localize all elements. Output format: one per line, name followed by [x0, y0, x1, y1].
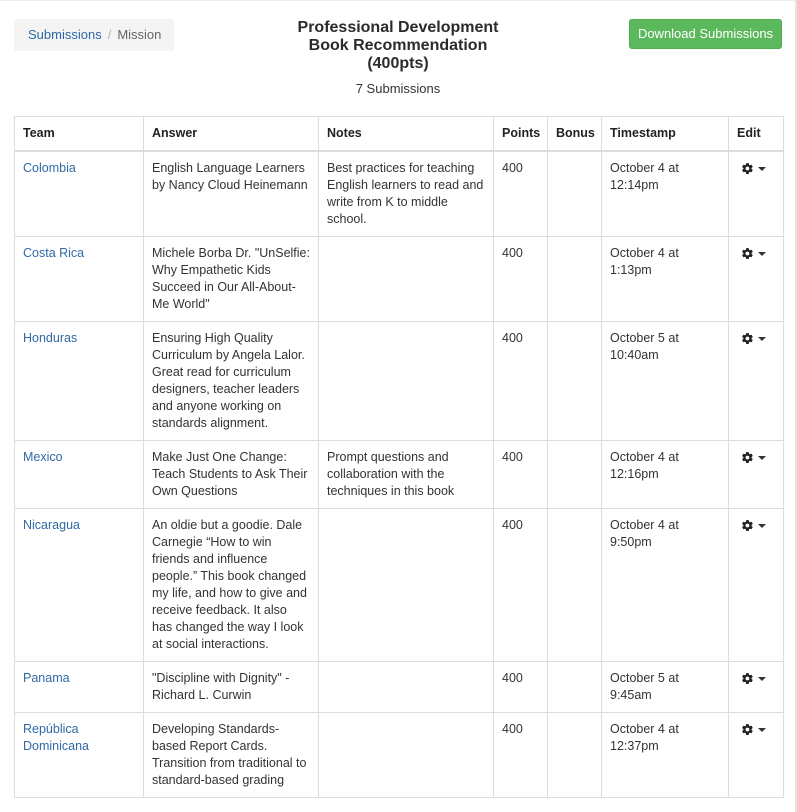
answer-cell: An oldie but a goodie. Dale Carnegie “How to win friends and influence people.” This book changed my life, and how to give and receive feedback. It also has changed the way I look at social interactions. — [144, 509, 319, 662]
timestamp-cell: October 4 at 12:16pm — [602, 441, 729, 509]
notes-cell — [319, 509, 494, 662]
column-header-team: Team — [15, 117, 144, 152]
notes-cell — [319, 322, 494, 441]
edit-cell — [729, 151, 784, 237]
bonus-cell — [548, 237, 602, 322]
gear-icon — [741, 247, 754, 260]
answer-cell: English Language Learners by Nancy Cloud Heinemann — [144, 151, 319, 237]
chevron-down-icon — [758, 677, 766, 681]
team-cell — [15, 509, 144, 662]
column-header-edit: Edit — [729, 117, 784, 152]
edit-dropdown-toggle[interactable] — [741, 247, 766, 260]
timestamp-cell: October 4 at 9:50pm — [602, 509, 729, 662]
gear-icon — [741, 451, 754, 464]
team-cell — [15, 151, 144, 237]
bonus-cell — [548, 662, 602, 713]
breadcrumb-submissions-link[interactable]: Submissions — [28, 27, 102, 42]
points-cell: 400 — [494, 441, 548, 509]
notes-cell — [319, 662, 494, 713]
timestamp-cell: October 5 at 10:40am — [602, 322, 729, 441]
edit-dropdown-toggle[interactable] — [741, 162, 766, 175]
edit-cell — [729, 662, 784, 713]
notes-cell: Best practices for teaching English learners to read and write from K to middle school. — [319, 151, 494, 237]
table-row — [15, 237, 784, 322]
points-cell: 400 — [494, 151, 548, 237]
team-link[interactable]: República Dominicana — [23, 722, 90, 753]
edit-dropdown-toggle[interactable] — [741, 332, 766, 345]
bonus-cell — [548, 509, 602, 662]
table-row — [15, 509, 784, 662]
timestamp-cell: October 4 at 1:13pm — [602, 237, 729, 322]
column-header-timestamp: Timestamp — [602, 117, 729, 152]
team-link[interactable]: Mexico — [23, 450, 63, 464]
bonus-cell — [548, 151, 602, 237]
bonus-cell — [548, 322, 602, 441]
team-cell — [15, 713, 144, 798]
column-header-points: Points — [494, 117, 548, 152]
points-cell: 400 — [494, 713, 548, 798]
download-submissions-button[interactable]: Download Submissions — [629, 19, 782, 49]
table-row — [15, 662, 784, 713]
chevron-down-icon — [758, 337, 766, 341]
answer-cell: Developing Standards-based Report Cards. Transition from traditional to standard-based grading — [144, 713, 319, 798]
timestamp-cell: October 5 at 9:45am — [602, 662, 729, 713]
gear-icon — [741, 162, 754, 175]
timestamp-cell: October 4 at 12:37pm — [602, 713, 729, 798]
bonus-cell — [548, 713, 602, 798]
answer-cell: Make Just One Change: Teach Students to Ask Their Own Questions — [144, 441, 319, 509]
column-header-notes: Notes — [319, 117, 494, 152]
answer-cell: "Discipline with Dignity" - Richard L. Curwin — [144, 662, 319, 713]
gear-icon — [741, 723, 754, 736]
team-link[interactable]: Costa Rica — [23, 246, 85, 260]
table-row — [15, 713, 784, 798]
edit-dropdown-toggle[interactable] — [741, 723, 766, 736]
column-header-answer: Answer — [144, 117, 319, 152]
edit-dropdown-toggle[interactable] — [741, 451, 766, 464]
submissions-table — [14, 116, 784, 798]
team-link[interactable]: Colombia — [23, 161, 76, 175]
breadcrumb-separator: / — [107, 27, 112, 42]
answer-cell: Ensuring High Quality Curriculum by Angela Lalor. Great read for curriculum designers, teacher leaders and anyone working on standards alignment. — [144, 322, 319, 441]
chevron-down-icon — [758, 728, 766, 732]
chevron-down-icon — [758, 252, 766, 256]
edit-dropdown-toggle[interactable] — [741, 672, 766, 685]
column-header-bonus: Bonus — [548, 117, 602, 152]
edit-cell — [729, 509, 784, 662]
notes-cell — [319, 713, 494, 798]
edit-cell — [729, 441, 784, 509]
page-title — [248, 19, 548, 73]
chevron-down-icon — [758, 167, 766, 171]
points-cell: 400 — [494, 662, 548, 713]
table-row — [15, 322, 784, 441]
submission-count: 7 Submissions — [355, 81, 441, 96]
points-cell: 400 — [494, 322, 548, 441]
table-row — [15, 441, 784, 509]
chevron-down-icon — [758, 524, 766, 528]
team-link[interactable]: Nicaragua — [23, 518, 80, 532]
chevron-down-icon — [758, 456, 766, 460]
bonus-cell — [548, 441, 602, 509]
answer-cell: Michele Borba Dr. "UnSelfie: Why Empathetic Kids Succeed in Our All-About-Me World" — [144, 237, 319, 322]
points-cell: 400 — [494, 509, 548, 662]
team-cell — [15, 662, 144, 713]
notes-cell — [319, 237, 494, 322]
gear-icon — [741, 519, 754, 532]
edit-cell — [729, 713, 784, 798]
team-cell — [15, 441, 144, 509]
team-link[interactable]: Honduras — [23, 331, 78, 345]
edit-cell — [729, 322, 784, 441]
gear-icon — [741, 672, 754, 685]
timestamp-cell: October 4 at 12:14pm — [602, 151, 729, 237]
table-row — [15, 151, 784, 237]
team-cell — [15, 322, 144, 441]
page-title-line-1: Professional Development — [297, 19, 499, 36]
title-block — [248, 19, 548, 96]
team-cell — [15, 237, 144, 322]
breadcrumb-current: Mission — [117, 27, 162, 42]
edit-cell — [729, 237, 784, 322]
page-title-line-3: (400pts) — [367, 55, 429, 72]
breadcrumb — [14, 19, 174, 51]
points-cell: 400 — [494, 237, 548, 322]
edit-dropdown-toggle[interactable] — [741, 519, 766, 532]
gear-icon — [741, 332, 754, 345]
table-header-row — [15, 117, 784, 152]
page-title-line-2: Book Recommendation — [308, 37, 488, 54]
team-link[interactable]: Panama — [23, 671, 70, 685]
notes-cell: Prompt questions and collaboration with the techniques in this book — [319, 441, 494, 509]
